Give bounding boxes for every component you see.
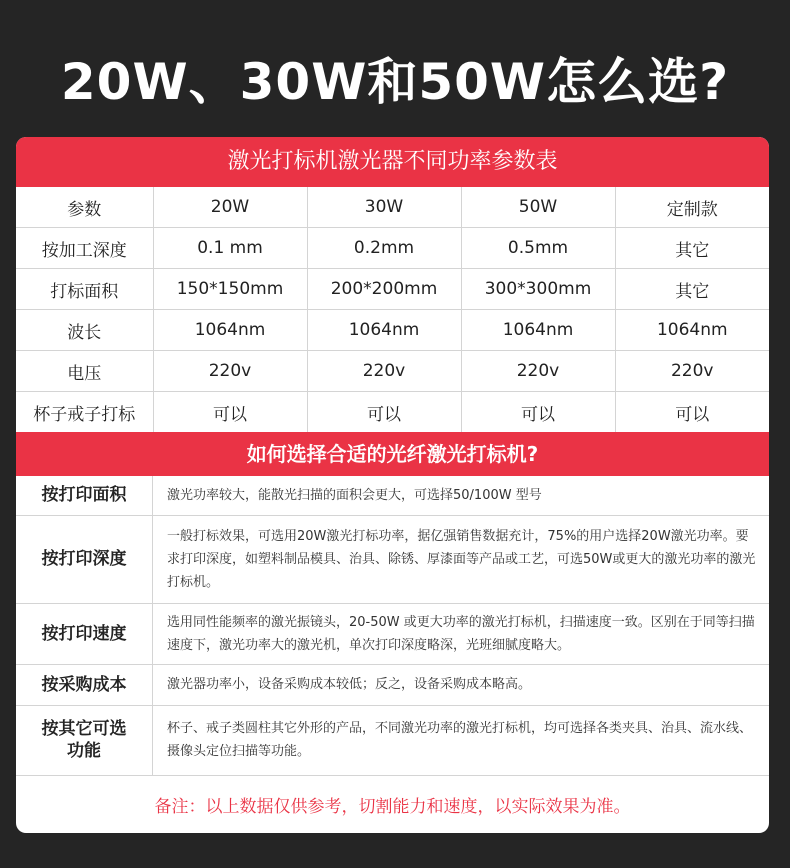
- table-row: [16, 351, 769, 392]
- table-cell: 150*150mm: [153, 269, 307, 310]
- table-cell: 0.2mm: [307, 228, 461, 269]
- table-cell: 220v: [153, 351, 307, 392]
- header-cell: 定制款: [615, 187, 769, 228]
- row-label: 杯子戒子打标: [16, 392, 153, 433]
- guide-text: 激光器功率小，设备采购成本较低；反之，设备采购成本略高。: [153, 664, 770, 705]
- params-table-title: 激光打标机激光器不同功率参数表: [16, 137, 769, 187]
- guide-label: 按打印面积: [16, 476, 153, 515]
- guide-label: 按打印速度: [16, 603, 153, 664]
- guide-title: 如何选择合适的光纤激光打标机?: [16, 432, 769, 476]
- guide-text: 选用同性能频率的激光振镜头，20-50W 或更大功率的激光打标机，扫描速度一致。区别在于同等扫描速度下，激光功率大的激光机，单次打印深度略深，光班细腻度略大。: [153, 603, 770, 664]
- row-label: 波长: [16, 310, 153, 351]
- table-cell: 可以: [153, 392, 307, 433]
- table-cell: 其它: [615, 269, 769, 310]
- header-cell: 参数: [16, 187, 153, 228]
- table-row: [16, 310, 769, 351]
- table-cell: 其它: [615, 228, 769, 269]
- table-cell: 220v: [615, 351, 769, 392]
- guide-text: 一般打标效果，可选用20W激光打标功率，据亿强销售数据充计，75%的用户选择20W激光功率。要求打印深度，如塑料制品模具、治具、除锈、厚漆面等产品或工艺，可选50W或更大的激光功率的激光打标机。: [153, 515, 770, 603]
- guide-row: [16, 664, 769, 705]
- guide-row: [16, 476, 769, 515]
- guide-row: [16, 603, 769, 664]
- footnote: 备注：以上数据仅供参考，切割能力和速度，以实际效果为准。: [154, 796, 631, 817]
- header-cell: 20W: [153, 187, 307, 228]
- spec-card: [16, 137, 769, 833]
- table-cell: 200*200mm: [307, 269, 461, 310]
- table-row: [16, 392, 769, 433]
- guide-label: 按打印深度: [16, 515, 153, 603]
- guide-label: 按采购成本: [16, 664, 153, 705]
- row-label: 打标面积: [16, 269, 153, 310]
- page-headline: 20W、30W和50W怎么选?: [60, 53, 730, 111]
- header-cell: 50W: [461, 187, 615, 228]
- row-label: 按加工深度: [16, 228, 153, 269]
- params-table: [16, 187, 769, 432]
- table-row: [16, 269, 769, 310]
- row-label: 电压: [16, 351, 153, 392]
- header-cell: 30W: [307, 187, 461, 228]
- table-cell: 220v: [461, 351, 615, 392]
- table-row: [16, 228, 769, 269]
- table-cell: 可以: [675, 404, 710, 425]
- table-cell: 0.5mm: [461, 228, 615, 269]
- guide-label-text: 按其它可选功能: [41, 719, 127, 761]
- guide-text: 激光功率较大，能散光扫描的面积会更大，可选择50/100W 型号: [153, 476, 770, 515]
- table-cell: 1064nm: [615, 310, 769, 351]
- table-cell: 0.1 mm: [153, 228, 307, 269]
- table-cell: 1064nm: [153, 310, 307, 351]
- table-cell: 可以: [461, 392, 615, 433]
- table-cell: 300*300mm: [461, 269, 615, 310]
- table-cell: 1064nm: [461, 310, 615, 351]
- guide-text: 杯子、戒子类圆柱其它外形的产品，不同激光功率的激光打标机，均可选择各类夹具、治具、流水线、摄像头定位扫描等功能。: [153, 705, 770, 775]
- guide-row: [16, 705, 769, 775]
- table-cell: 1064nm: [307, 310, 461, 351]
- selection-guide-table: [16, 476, 769, 776]
- params-header-row: [16, 187, 769, 228]
- table-cell: 可以: [307, 392, 461, 433]
- table-cell: 220v: [307, 351, 461, 392]
- guide-label: [16, 705, 153, 775]
- guide-row: [16, 515, 769, 603]
